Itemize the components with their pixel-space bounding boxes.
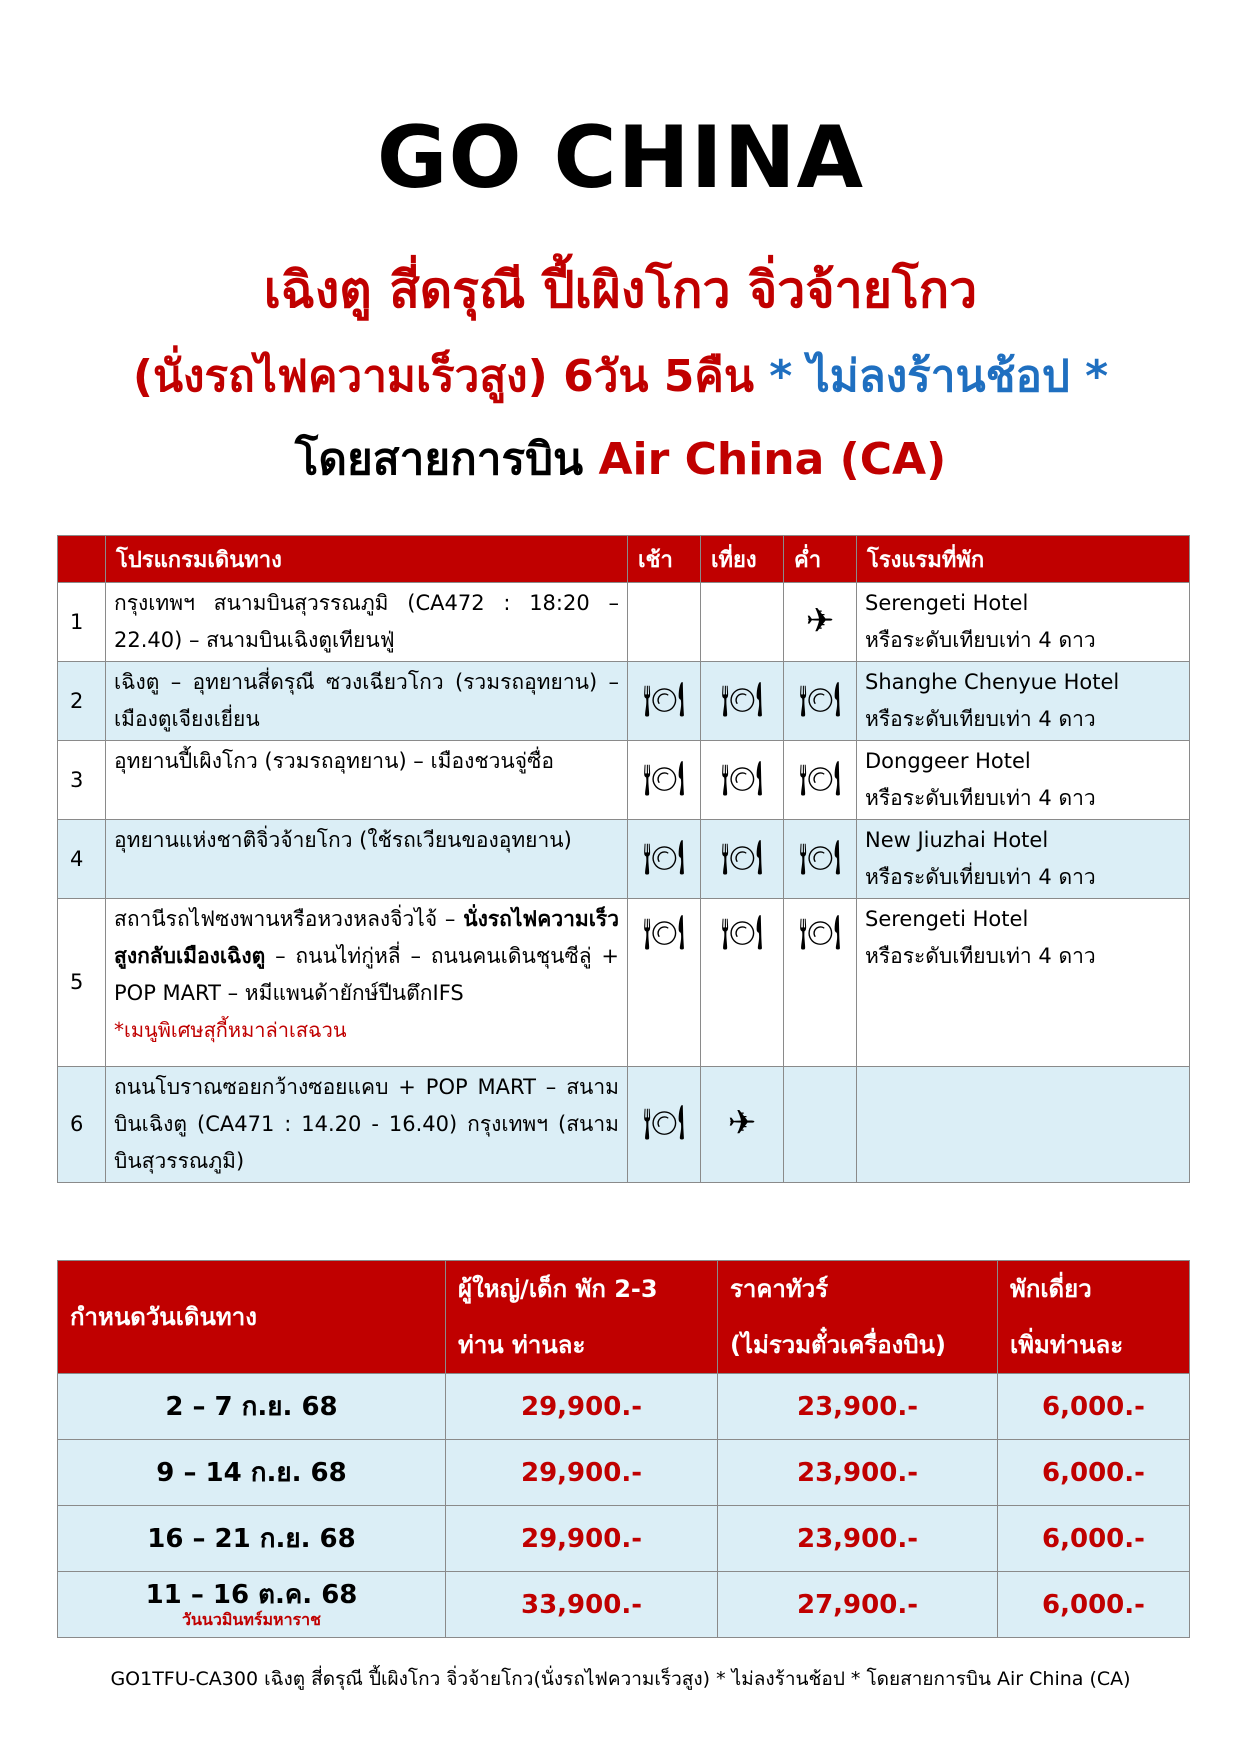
airline-line [0, 428, 1241, 492]
single-header-line1: พักเดี่ยว [1010, 1275, 1092, 1303]
price-row [58, 1506, 1190, 1572]
lunch-cell [701, 1067, 784, 1183]
program-highlight: นั่งรถไฟความเร็วสูงกลับเมืองเฉิงตู [114, 907, 619, 968]
lunch-cell [701, 662, 784, 741]
dinner-column-header: ค่ำ [784, 536, 857, 583]
dinner-cell [784, 1067, 857, 1183]
day-number: 4 [58, 820, 106, 899]
hotel-cell [857, 899, 1190, 1067]
meal-icon: 🍽 [642, 837, 686, 878]
footer-note: GO1TFU-CA300 เฉิงตู สี่ดรุณี ปี้เผิงโกว จิ่วจ้ายโกว(นั่งรถไฟความเร็วสูง) * ไม่ลงร้านช้อป * โดยสายการบิน Air China (CA) [110, 1668, 1131, 1690]
airplane-icon: ✈ [727, 1103, 757, 1143]
breakfast-cell [628, 899, 701, 1067]
tour-price: 23,900.- [718, 1506, 998, 1572]
breakfast-cell [628, 662, 701, 741]
breakfast-column-header: เช้า [628, 536, 701, 583]
travel-date: 16 – 21 ก.ย. 68 [147, 1523, 356, 1554]
program-cell [106, 1067, 628, 1183]
adult-price: 29,900.- [446, 1506, 718, 1572]
itinerary-row [58, 662, 1190, 741]
airline-name: Air China (CA) [598, 434, 947, 485]
hotel-cell [857, 820, 1190, 899]
day-number: 2 [58, 662, 106, 741]
tour-price-column-header [718, 1261, 998, 1374]
adult-price-header-line2: ท่าน ท่านละ [458, 1331, 586, 1359]
hotel-column-header: โรงแรมที่พัก [857, 536, 1190, 583]
price-row [58, 1374, 1190, 1440]
hotel-cell [857, 583, 1190, 662]
hotel-cell [857, 1067, 1190, 1183]
airplane-icon: ✈ [805, 600, 835, 641]
tour-duration-text: (นั่งรถไฟความเร็วสูง) 6วัน 5คืน [132, 351, 754, 402]
hotel-name: Serengeti Hotel [865, 907, 1029, 931]
travel-date-cell [58, 1506, 446, 1572]
day-column-header [58, 536, 106, 583]
hotel-level: หรือระดับเทียบเท่า 4 ดาว [865, 944, 1096, 968]
meal-icon: 🍽 [642, 679, 686, 720]
hotel-name: Donggeer Hotel [865, 749, 1031, 773]
program-cell [106, 820, 628, 899]
adult-price: 33,900.- [446, 1572, 718, 1638]
travel-date-cell [58, 1572, 446, 1638]
hotel-level: หรือระดับเทียบเท่า 4 ดาว [865, 786, 1096, 810]
itinerary-row [58, 741, 1190, 820]
adult-price: 29,900.- [446, 1374, 718, 1440]
meal-icon: 🍽 [720, 837, 764, 878]
breakfast-cell [628, 583, 701, 662]
itinerary-row [58, 820, 1190, 899]
single-supplement-price: 6,000.- [998, 1572, 1190, 1638]
dinner-cell [784, 583, 857, 662]
price-header-row [58, 1261, 1190, 1374]
meal-icon: 🍽 [798, 679, 842, 720]
holiday-note: วันนวมินทร์มหาราช [182, 1609, 321, 1629]
lunch-cell [701, 899, 784, 1067]
hotel-name: Serengeti Hotel [865, 591, 1029, 615]
hotel-cell [857, 662, 1190, 741]
meal-icon: 🍽 [798, 913, 842, 953]
tour-price-header-line1: ราคาทัวร์ [730, 1275, 829, 1303]
program-cell [106, 583, 628, 662]
price-table [57, 1260, 1190, 1638]
program-text: ถนนโบราณซอยกว้างซอยแคบ + POP MART – สนามบินเฉิงตู (CA471 : 14.20 - 16.40) กรุงเทพฯ (สนามบินสุวรรณภูมิ) [114, 1075, 619, 1173]
breakfast-cell [628, 1067, 701, 1183]
hotel-name: Shanghe Chenyue Hotel [865, 670, 1120, 694]
day-number: 1 [58, 583, 106, 662]
price-row [58, 1572, 1190, 1638]
lunch-cell [701, 741, 784, 820]
meal-icon: 🍽 [720, 679, 764, 720]
hotel-cell [857, 741, 1190, 820]
single-header-line2: เพิ่มท่านละ [1010, 1331, 1124, 1359]
travel-date: 11 – 16 ต.ค. 68 [145, 1579, 358, 1610]
single-supplement-price: 6,000.- [998, 1374, 1190, 1440]
day-number: 3 [58, 741, 106, 820]
special-menu-note: *เมนูพิเศษสุกี้หมาล่าเสฉวน [114, 1018, 347, 1042]
adult-price: 29,900.- [446, 1440, 718, 1506]
itinerary-row [58, 583, 1190, 662]
itinerary-table [57, 535, 1190, 1183]
adult-price-column-header [446, 1261, 718, 1374]
program-text: กรุงเทพฯ สนามบินสุวรรณภูมิ (CA472 : 18:20 – 22.40) – สนามบินเฉิงตูเทียนฟู่ [114, 591, 619, 652]
hotel-name: New Jiuzhai Hotel [865, 828, 1049, 852]
dinner-cell [784, 899, 857, 1067]
tour-price: 23,900.- [718, 1374, 998, 1440]
program-cell [106, 662, 628, 741]
program-text-continued: – ถนนไท่กู่หลี่ – ถนนคนเดินชุนซีลู่ + POP MART – หมีแพนด้ายักษ์ปีนตึกIFS [114, 944, 619, 1005]
hotel-level: หรือระดับเทียบเท่า 4 ดาว [865, 707, 1096, 731]
dinner-cell [784, 741, 857, 820]
meal-icon: 🍽 [798, 837, 842, 878]
travel-date-cell [58, 1440, 446, 1506]
itinerary-header-row [58, 536, 1190, 583]
travel-date: 2 – 7 ก.ย. 68 [165, 1391, 338, 1422]
tour-price: 27,900.- [718, 1572, 998, 1638]
lunch-column-header: เที่ยง [701, 536, 784, 583]
tour-name: เฉิงตู สี่ดรุณี ปี้เผิงโกว จิ่วจ้ายโกว [263, 261, 978, 319]
single-supplement-column-header [998, 1261, 1190, 1374]
single-supplement-price: 6,000.- [998, 1506, 1190, 1572]
airline-prefix: โดยสายการบิน [294, 434, 584, 485]
program-text: สถานีรถไฟซงพานหรือหวงหลงจิ่วไจ้ – [114, 907, 464, 931]
price-row [58, 1440, 1190, 1506]
program-column-header: โปรแกรมเดินทาง [106, 536, 628, 583]
travel-date-cell [58, 1374, 446, 1440]
tour-price-header-line2: (ไม่รวมตั๋วเครื่องบิน) [730, 1331, 946, 1359]
dinner-cell [784, 820, 857, 899]
program-cell [106, 899, 628, 1067]
lunch-cell [701, 820, 784, 899]
meal-icon: 🍽 [720, 913, 764, 953]
meal-icon: 🍽 [642, 913, 686, 953]
hotel-level: หรือระดับเทียบเท่า 4 ดาว [865, 628, 1096, 652]
program-text: เฉิงตู – อุทยานสี่ดรุณี ซวงเฉียวโกว (รวมรถอุทยาน) – เมืองตูเจียงเยี่ยน [114, 670, 619, 731]
meal-icon: 🍽 [642, 758, 686, 799]
program-cell [106, 741, 628, 820]
program-text: อุทยานปี้เผิงโกว (รวมรถอุทยาน) – เมืองชวนจู่ซื่อ [114, 749, 554, 773]
date-column-header: กำหนดวันเดินทาง [58, 1261, 446, 1374]
meal-icon: 🍽 [798, 758, 842, 799]
single-supplement-price: 6,000.- [998, 1440, 1190, 1506]
no-shopping-badge: * ไม่ลงร้านช้อป * [769, 351, 1109, 402]
hotel-level: หรือระดับเที่ยบเท่า 4 ดาว [865, 865, 1096, 889]
tour-duration [0, 345, 1241, 409]
program-text: อุทยานแห่งชาติจิ่วจ้ายโกว (ใช้รถเวียนของอุทยาน) [114, 828, 572, 852]
day-number: 5 [58, 899, 106, 1067]
travel-date: 9 – 14 ก.ย. 68 [156, 1457, 347, 1488]
dinner-cell [784, 662, 857, 741]
page-title: GO CHINA [376, 108, 865, 208]
meal-icon: 🍽 [642, 1103, 686, 1143]
day-number: 6 [58, 1067, 106, 1183]
itinerary-row [58, 899, 1190, 1067]
adult-price-header-line1: ผู้ใหญ่/เด็ก พัก 2-3 [458, 1275, 658, 1303]
meal-icon: 🍽 [720, 758, 764, 799]
breakfast-cell [628, 741, 701, 820]
itinerary-row [58, 1067, 1190, 1183]
tour-price: 23,900.- [718, 1440, 998, 1506]
breakfast-cell [628, 820, 701, 899]
lunch-cell [701, 583, 784, 662]
